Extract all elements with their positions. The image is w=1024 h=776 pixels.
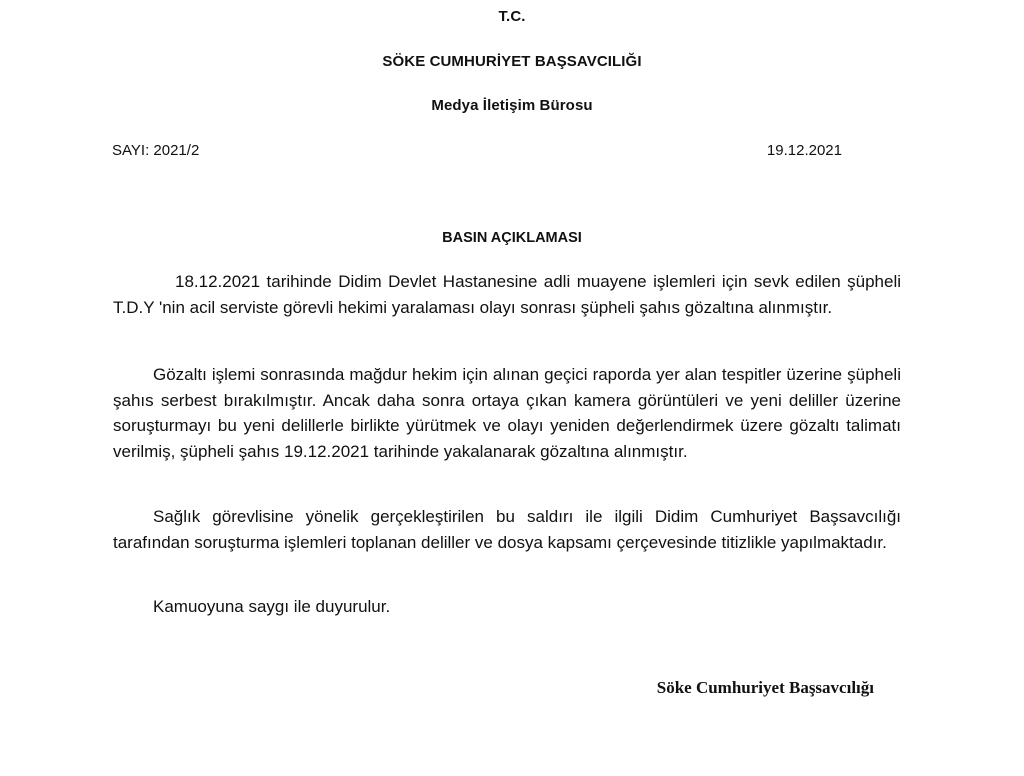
paragraph-2: Gözaltı işlemi sonrasında mağdur hekim için alınan geçici raporda yer alan tespitler üzerine şüpheli şahıs serbest bırakılmıştır. Ancak daha sonra ortaya çıkan kamera görüntüleri ve yeni deliller üzerine soruşturmayı bu yeni delillerle birlikte yürütmek ve olayı yeniden değerlendirmek üzere gözaltı talimatı verilmiş, şüpheli şahıs 19.12.2021 tarihinde yakalanarak gözaltına alınmıştır.	[113, 365, 901, 461]
header-country: T.C.	[498, 8, 526, 25]
document-title: BASIN AÇIKLAMASI	[442, 230, 582, 246]
header-office: Medya İletişim Bürosu	[431, 97, 593, 114]
document-number: SAYI: 2021/2	[112, 142, 200, 159]
signature: Söke Cumhuriyet Başsavcılığı	[656, 678, 874, 697]
paragraph-3: Sağlık görevlisine yönelik gerçekleştirilen bu saldırı ile ilgili Didim Cumhuriyet Başsavcılığı tarafından soruşturma işlemleri toplanan deliller ve dosya kapsamı çerçevesinde titizlikle yapılmaktadır.	[113, 507, 901, 552]
paragraph-1: 18.12.2021 tarihinde Didim Devlet Hastanesine adli muayene işlemleri için sevk edilen şüpheli T.D.Y 'nin acil serviste görevli hekimi yaralaması olayı sonrası şüpheli şahıs gözaltına alınmıştır.	[113, 272, 901, 317]
document-date: 19.12.2021	[766, 142, 842, 159]
header-institution: SÖKE CUMHURİYET BAŞSAVCILIĞI	[382, 53, 642, 70]
paragraph-4: Kamuoyuna saygı ile duyurulur.	[153, 597, 391, 616]
